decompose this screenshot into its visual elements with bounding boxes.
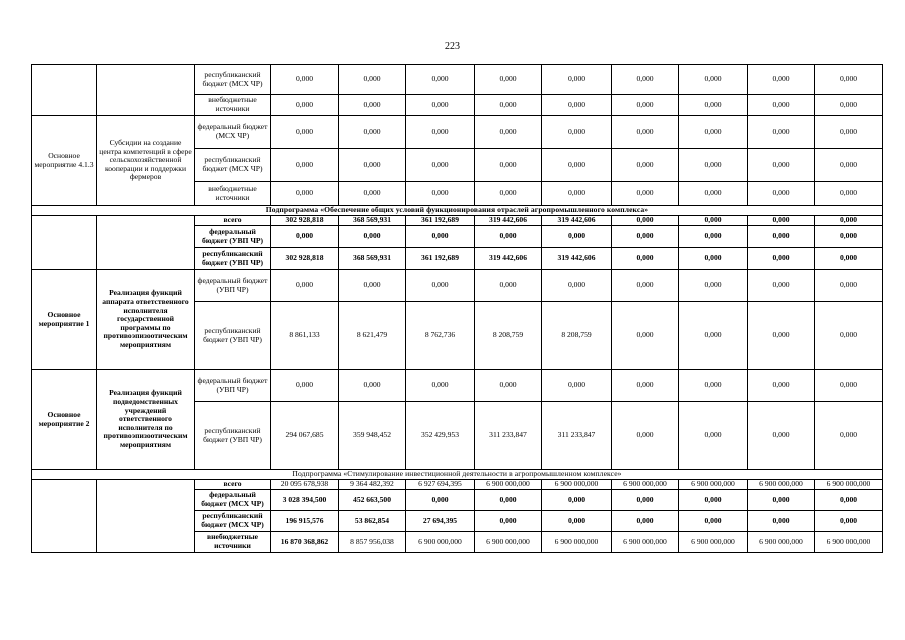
subprogram-title: Подпрограмма «Стимулирование инвестиционной деятельности в агропромышленном комплексе» [32, 470, 883, 480]
amount-cell: 0,000 [475, 490, 542, 511]
amount-cell: 0,000 [815, 182, 883, 206]
amount-cell: 0,000 [815, 490, 883, 511]
amount-cell: 0,000 [406, 65, 475, 95]
amount-cell: 0,000 [679, 182, 748, 206]
subprogram-row [32, 470, 883, 480]
amount-cell: 311 233,847 [542, 402, 612, 470]
amount-cell: 0,000 [339, 65, 406, 95]
description-cell: Основное мероприятие 4.1.3 [32, 116, 97, 206]
amount-cell: 27 694,395 [406, 511, 475, 532]
table-cell [32, 216, 97, 270]
amount-cell: 0,000 [748, 116, 815, 149]
amount-cell: 0,000 [679, 402, 748, 470]
amount-cell: 0,000 [542, 149, 612, 182]
amount-cell: 0,000 [475, 65, 542, 95]
amount-cell: 311 233,847 [475, 402, 542, 470]
amount-cell: 0,000 [748, 248, 815, 270]
amount-cell: 361 192,689 [406, 216, 475, 226]
amount-cell: 0,000 [679, 270, 748, 302]
amount-cell: 0,000 [612, 95, 679, 116]
amount-cell: 0,000 [612, 511, 679, 532]
amount-cell: 0,000 [815, 116, 883, 149]
amount-cell: 0,000 [271, 370, 339, 402]
amount-cell: 0,000 [815, 65, 883, 95]
amount-cell: 0,000 [406, 490, 475, 511]
amount-cell: 0,000 [612, 370, 679, 402]
table-cell [97, 216, 195, 270]
budget-table [31, 64, 883, 553]
description-cell: Субсидии на создание центра компетенций в сфере сельскохозяйственной кооперации и поддержки фермеров [97, 116, 195, 206]
amount-cell: 0,000 [815, 402, 883, 470]
amount-cell: 0,000 [542, 270, 612, 302]
table-row [32, 116, 883, 149]
amount-cell: 6 900 000,000 [748, 532, 815, 553]
amount-cell: 6 900 000,000 [542, 480, 612, 490]
funding-source-cell: федеральный бюджет (УВП ЧР) [195, 370, 271, 402]
amount-cell: 0,000 [748, 95, 815, 116]
amount-cell: 0,000 [679, 490, 748, 511]
table-row [32, 216, 883, 226]
amount-cell: 6 900 000,000 [815, 532, 883, 553]
funding-source-cell: всего [195, 480, 271, 490]
amount-cell: 0,000 [679, 65, 748, 95]
amount-cell: 0,000 [542, 95, 612, 116]
amount-cell: 0,000 [339, 116, 406, 149]
amount-cell: 6 900 000,000 [815, 480, 883, 490]
amount-cell: 0,000 [612, 490, 679, 511]
amount-cell: 6 900 000,000 [406, 532, 475, 553]
amount-cell: 53 862,854 [339, 511, 406, 532]
amount-cell: 0,000 [406, 116, 475, 149]
amount-cell: 9 364 482,392 [339, 480, 406, 490]
amount-cell: 0,000 [748, 65, 815, 95]
funding-source-cell: федеральный бюджет (МСХ ЧР) [195, 116, 271, 149]
amount-cell: 0,000 [679, 370, 748, 402]
amount-cell: 0,000 [406, 182, 475, 206]
amount-cell: 0,000 [271, 116, 339, 149]
funding-source-cell: республиканский бюджет (УВП ЧР) [195, 302, 271, 370]
funding-source-cell: всего [195, 216, 271, 226]
amount-cell: 0,000 [679, 116, 748, 149]
table-row [32, 65, 883, 95]
amount-cell: 0,000 [748, 216, 815, 226]
amount-cell: 20 095 678,938 [271, 480, 339, 490]
amount-cell: 319 442,606 [475, 248, 542, 270]
amount-cell: 6 900 000,000 [542, 532, 612, 553]
amount-cell: 0,000 [406, 95, 475, 116]
funding-source-cell: федеральный бюджет (УВП ЧР) [195, 226, 271, 248]
amount-cell: 0,000 [679, 511, 748, 532]
table-cell [32, 65, 97, 116]
amount-cell: 368 569,931 [339, 248, 406, 270]
amount-cell: 0,000 [815, 370, 883, 402]
amount-cell: 0,000 [339, 149, 406, 182]
amount-cell: 0,000 [542, 511, 612, 532]
amount-cell: 0,000 [542, 490, 612, 511]
amount-cell: 0,000 [748, 149, 815, 182]
amount-cell: 0,000 [475, 116, 542, 149]
amount-cell: 361 192,689 [406, 248, 475, 270]
amount-cell: 0,000 [679, 248, 748, 270]
amount-cell: 0,000 [748, 302, 815, 370]
amount-cell: 6 900 000,000 [679, 480, 748, 490]
amount-cell: 0,000 [748, 270, 815, 302]
amount-cell: 0,000 [612, 216, 679, 226]
amount-cell: 0,000 [542, 65, 612, 95]
amount-cell: 368 569,931 [339, 216, 406, 226]
amount-cell: 0,000 [815, 149, 883, 182]
amount-cell: 16 870 368,862 [271, 532, 339, 553]
description-cell: Реализация функций подведомственных учреждений ответственного исполнителя по противоэпизоотическим мероприятиям [97, 370, 195, 470]
amount-cell: 0,000 [475, 149, 542, 182]
amount-cell: 0,000 [679, 149, 748, 182]
amount-cell: 0,000 [406, 270, 475, 302]
amount-cell: 0,000 [475, 370, 542, 402]
amount-cell: 6 927 694,395 [406, 480, 475, 490]
amount-cell: 0,000 [612, 248, 679, 270]
amount-cell: 0,000 [406, 149, 475, 182]
amount-cell: 0,000 [815, 226, 883, 248]
amount-cell: 0,000 [612, 182, 679, 206]
funding-source-cell: федеральный бюджет (УВП ЧР) [195, 270, 271, 302]
amount-cell: 0,000 [815, 216, 883, 226]
amount-cell: 0,000 [815, 270, 883, 302]
amount-cell: 0,000 [271, 65, 339, 95]
amount-cell: 0,000 [612, 226, 679, 248]
amount-cell: 0,000 [542, 182, 612, 206]
amount-cell: 452 663,500 [339, 490, 406, 511]
amount-cell: 0,000 [679, 302, 748, 370]
amount-cell: 0,000 [748, 490, 815, 511]
amount-cell: 352 429,953 [406, 402, 475, 470]
amount-cell: 319 442,606 [475, 216, 542, 226]
table-cell [97, 65, 195, 116]
amount-cell: 0,000 [475, 511, 542, 532]
amount-cell: 0,000 [339, 95, 406, 116]
amount-cell: 0,000 [679, 95, 748, 116]
amount-cell: 0,000 [612, 65, 679, 95]
amount-cell: 0,000 [475, 270, 542, 302]
amount-cell: 0,000 [271, 149, 339, 182]
amount-cell: 0,000 [339, 270, 406, 302]
amount-cell: 359 948,452 [339, 402, 406, 470]
amount-cell: 0,000 [815, 95, 883, 116]
amount-cell: 0,000 [339, 226, 406, 248]
table-row [32, 480, 883, 490]
funding-source-cell: внебюджетные источники [195, 95, 271, 116]
amount-cell: 0,000 [679, 216, 748, 226]
amount-cell: 8 208,759 [542, 302, 612, 370]
amount-cell: 302 928,818 [271, 248, 339, 270]
amount-cell: 0,000 [748, 402, 815, 470]
amount-cell: 0,000 [271, 226, 339, 248]
amount-cell: 0,000 [815, 302, 883, 370]
amount-cell: 319 442,606 [542, 248, 612, 270]
amount-cell: 8 208,759 [475, 302, 542, 370]
amount-cell: 0,000 [339, 370, 406, 402]
amount-cell: 6 900 000,000 [475, 480, 542, 490]
amount-cell: 0,000 [475, 182, 542, 206]
funding-source-cell: республиканский бюджет (МСХ ЧР) [195, 149, 271, 182]
amount-cell: 6 900 000,000 [748, 480, 815, 490]
amount-cell: 8 861,133 [271, 302, 339, 370]
page-number: 223 [445, 41, 460, 52]
funding-source-cell: республиканский бюджет (МСХ ЧР) [195, 65, 271, 95]
amount-cell: 0,000 [748, 370, 815, 402]
amount-cell: 0,000 [612, 402, 679, 470]
amount-cell: 0,000 [815, 248, 883, 270]
amount-cell: 0,000 [406, 226, 475, 248]
table-row [32, 370, 883, 402]
amount-cell: 0,000 [679, 226, 748, 248]
amount-cell: 294 067,685 [271, 402, 339, 470]
description-cell: Основное мероприятие 1 [32, 270, 97, 370]
amount-cell: 0,000 [542, 370, 612, 402]
description-cell: Реализация функций аппарата ответственного исполнителя государственной программы по противоэпизоотическим мероприятиям [97, 270, 195, 370]
amount-cell: 6 900 000,000 [612, 480, 679, 490]
subprogram-row [32, 206, 883, 216]
description-cell: Основное мероприятие 2 [32, 370, 97, 470]
amount-cell: 0,000 [612, 302, 679, 370]
amount-cell: 0,000 [748, 182, 815, 206]
funding-source-cell: федеральный бюджет (МСХ ЧР) [195, 490, 271, 511]
amount-cell: 3 028 394,500 [271, 490, 339, 511]
funding-source-cell: республиканский бюджет (МСХ ЧР) [195, 511, 271, 532]
amount-cell: 6 900 000,000 [612, 532, 679, 553]
amount-cell: 0,000 [612, 116, 679, 149]
subprogram-title: Подпрограмма «Обеспечение общих условий функционирования отраслей агропромышленного комплекса» [32, 206, 883, 216]
amount-cell: 6 900 000,000 [475, 532, 542, 553]
amount-cell: 0,000 [271, 270, 339, 302]
funding-source-cell: внебюджетные источники [195, 182, 271, 206]
amount-cell: 0,000 [815, 511, 883, 532]
table-row [32, 270, 883, 302]
table-cell [97, 480, 195, 553]
amount-cell: 196 915,576 [271, 511, 339, 532]
amount-cell: 0,000 [612, 149, 679, 182]
funding-source-cell: республиканский бюджет (УВП ЧР) [195, 402, 271, 470]
amount-cell: 0,000 [748, 226, 815, 248]
amount-cell: 0,000 [475, 95, 542, 116]
amount-cell: 8 857 956,038 [339, 532, 406, 553]
amount-cell: 6 900 000,000 [679, 532, 748, 553]
amount-cell: 8 762,736 [406, 302, 475, 370]
amount-cell: 319 442,606 [542, 216, 612, 226]
amount-cell: 0,000 [271, 182, 339, 206]
amount-cell: 0,000 [748, 511, 815, 532]
amount-cell: 0,000 [542, 226, 612, 248]
funding-source-cell: республиканский бюджет (УВП ЧР) [195, 248, 271, 270]
amount-cell: 0,000 [542, 116, 612, 149]
amount-cell: 8 621,479 [339, 302, 406, 370]
funding-source-cell: внебюджетные источники [195, 532, 271, 553]
amount-cell: 302 928,818 [271, 216, 339, 226]
table-cell [32, 480, 97, 553]
amount-cell: 0,000 [612, 270, 679, 302]
amount-cell: 0,000 [475, 226, 542, 248]
amount-cell: 0,000 [406, 370, 475, 402]
amount-cell: 0,000 [271, 95, 339, 116]
amount-cell: 0,000 [339, 182, 406, 206]
